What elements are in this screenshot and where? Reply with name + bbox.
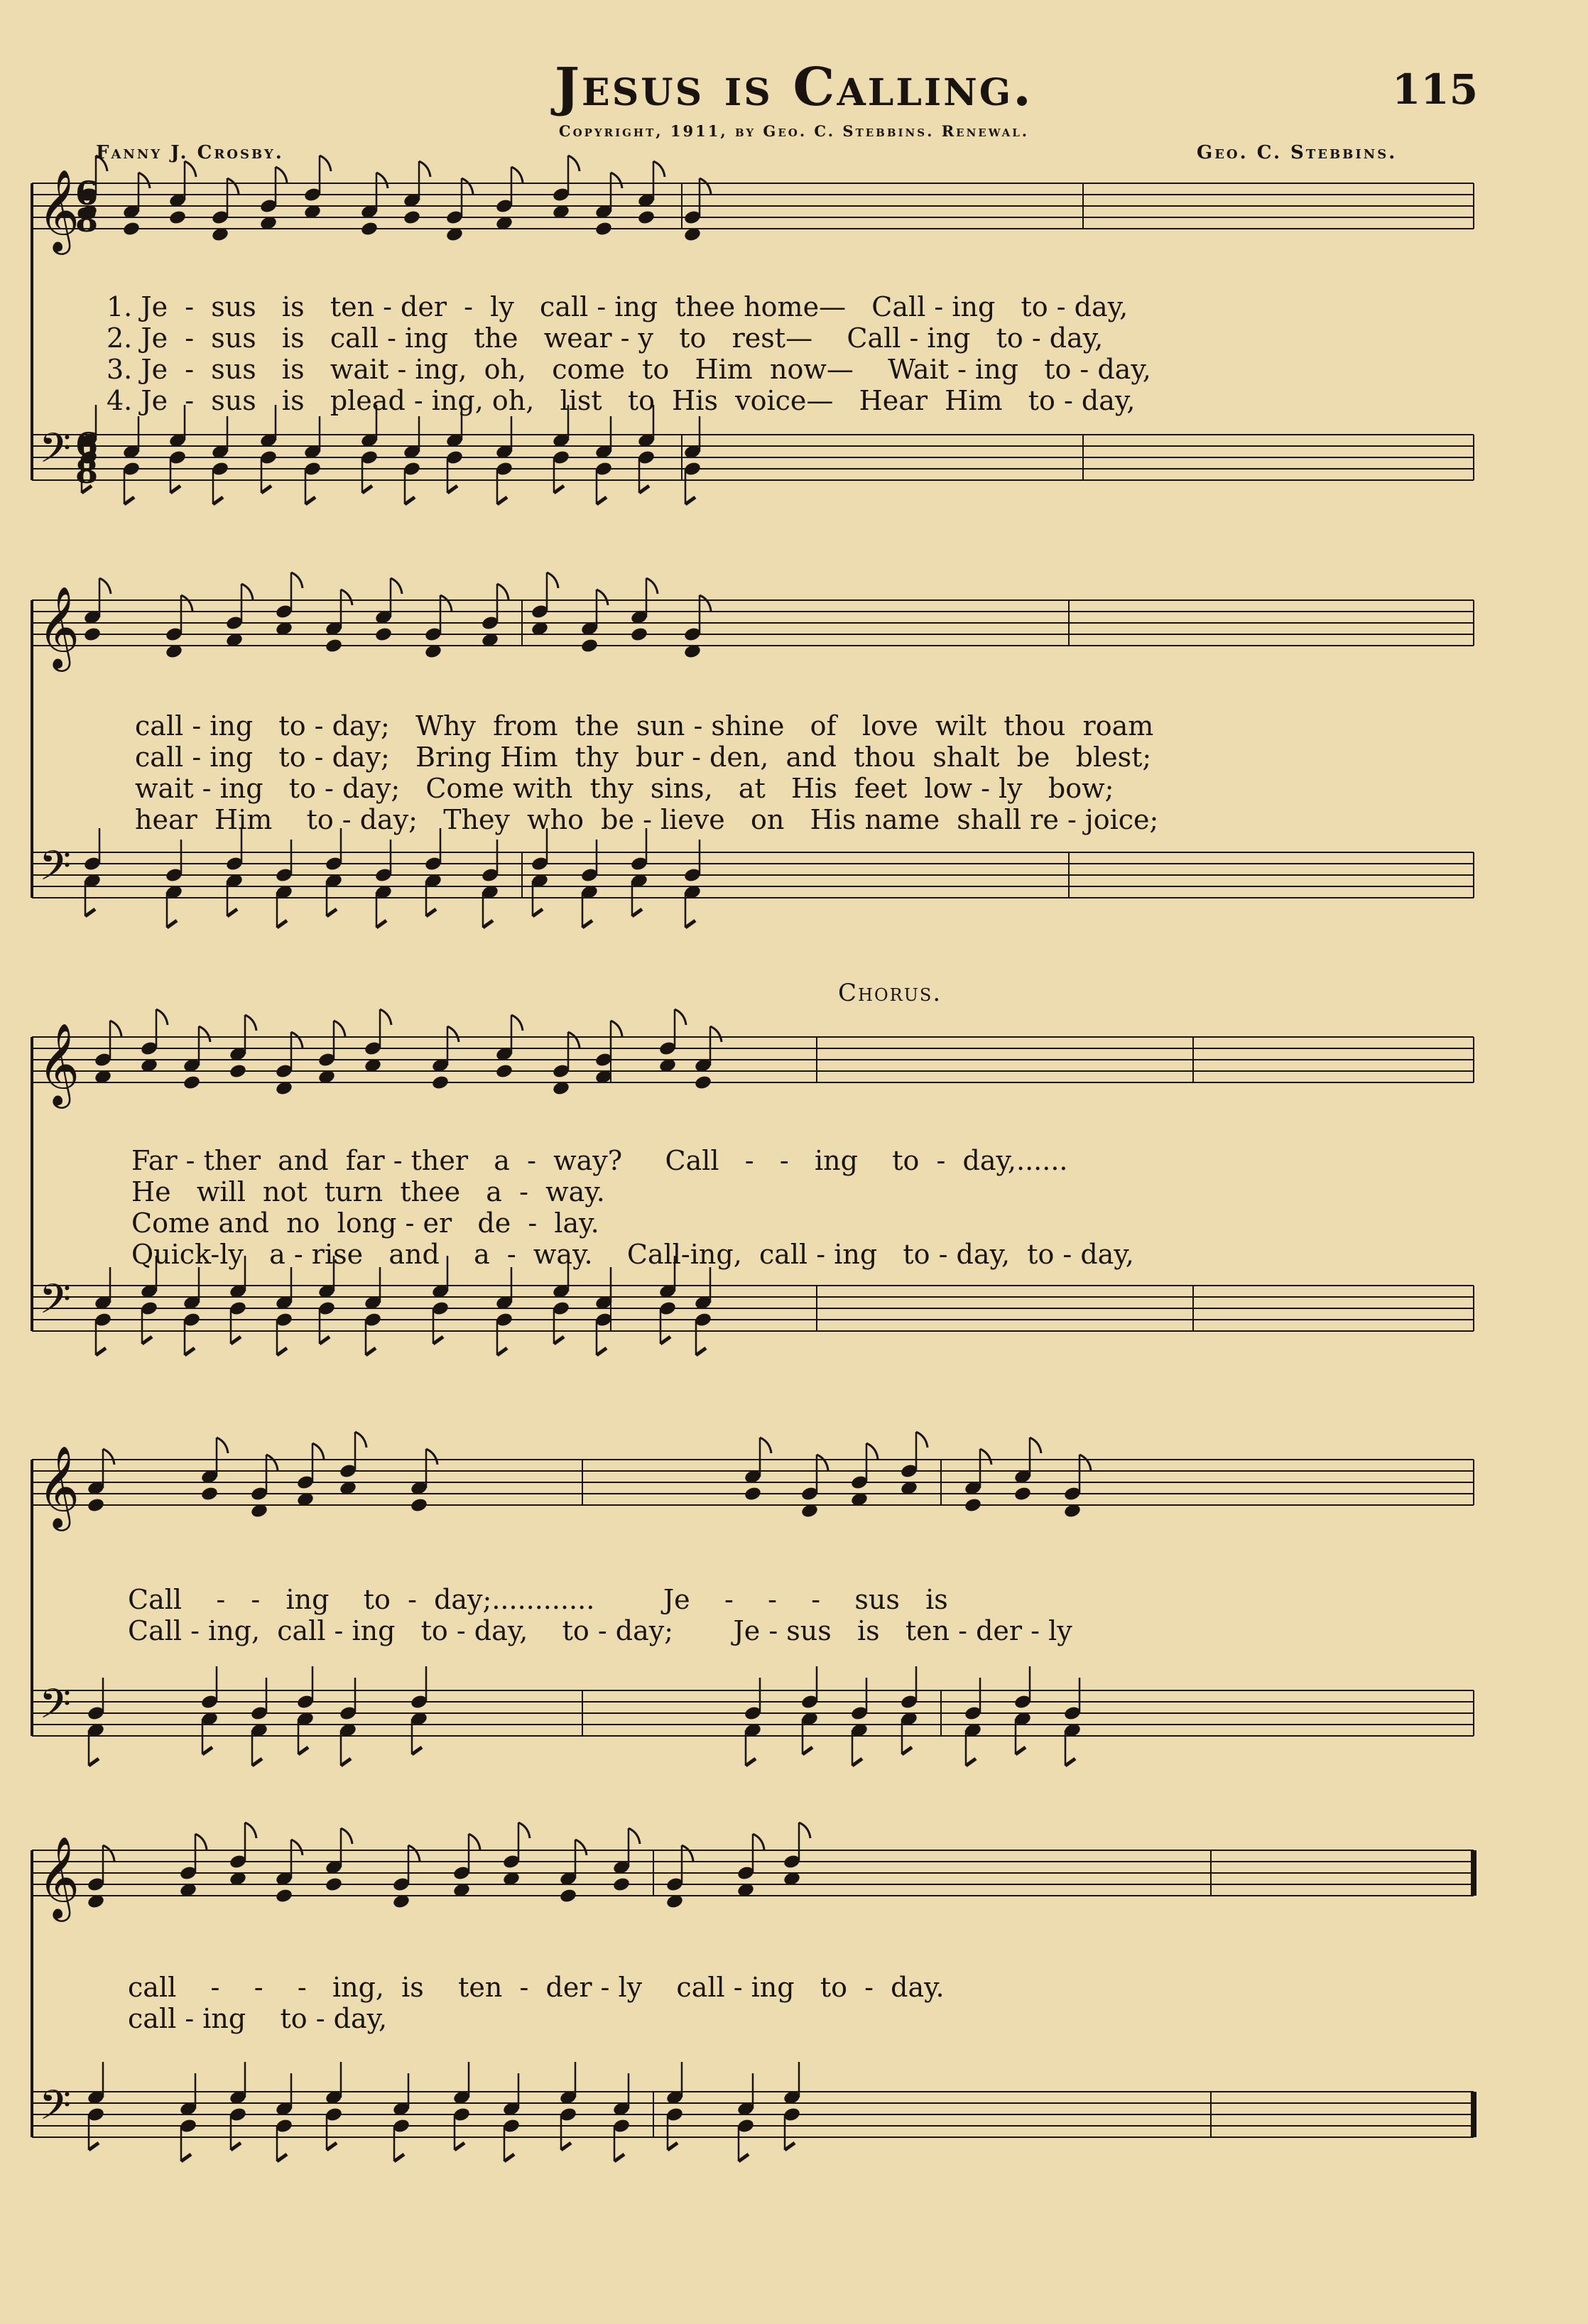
note-flag	[632, 909, 642, 916]
note-flag	[785, 2143, 795, 2150]
note-flag	[266, 1455, 278, 1470]
note-flag	[1065, 1759, 1075, 1766]
note-flag	[245, 1823, 256, 1838]
note-flag	[341, 1759, 351, 1766]
note-flag	[504, 2154, 514, 2161]
note-flag	[261, 486, 271, 493]
note-flag	[568, 156, 580, 171]
lyric-line: call - ing to - day; Bring Him thy bur - den, and thou shalt be blest;	[135, 742, 1152, 773]
note-flag	[110, 1021, 121, 1036]
bass-clef-icon: 𝄢	[39, 1275, 72, 1333]
note-flag	[391, 578, 402, 594]
note-flag	[217, 1438, 228, 1453]
note-flag	[685, 497, 695, 504]
note-head	[83, 626, 102, 643]
treble-clef-icon: 𝄞	[38, 1835, 80, 1918]
note-flag	[199, 1026, 210, 1042]
note-flag	[376, 173, 388, 188]
note-flag	[355, 1432, 366, 1448]
note-head	[580, 638, 599, 654]
bass-clef-icon: 𝄢	[39, 424, 72, 482]
note-flag	[433, 1337, 443, 1344]
note-flag	[312, 1443, 324, 1459]
lyricist-credit: Fanny J. Crosby.	[96, 142, 284, 163]
page-number: 115	[1392, 65, 1479, 114]
note-flag	[554, 1337, 564, 1344]
lyric-line: Call - - ing to - day;............ Je - - - sus is	[128, 1584, 948, 1615]
note-flag	[980, 1449, 991, 1465]
note-flag	[276, 167, 287, 183]
note-flag	[89, 1759, 99, 1766]
note-flag	[753, 1834, 764, 1850]
note-flag	[660, 1337, 670, 1344]
lyric-line: Far - ther and far - ther a - way? Call - - ing to - day,......	[131, 1145, 1068, 1176]
note-flag	[1030, 1438, 1041, 1453]
note-flag	[185, 1348, 195, 1355]
note-head	[168, 210, 187, 226]
note-flag	[327, 909, 337, 916]
note-flag	[455, 2143, 464, 2150]
lyric-line: call - ing to - day; Why from the sun - shine of love wilt thou roam	[135, 710, 1154, 742]
note-flag	[575, 1840, 587, 1855]
lyric-line: wait - ing to - day; Come with thy sins, at His feet low - ly bow;	[135, 773, 1114, 804]
note-flag	[320, 156, 331, 171]
note-flag	[533, 909, 543, 916]
note-flag	[440, 595, 452, 611]
bass-clef-icon: 𝄢	[39, 842, 72, 900]
note-flag	[547, 572, 558, 588]
note-flag	[408, 1845, 420, 1861]
note-head	[559, 1888, 577, 1904]
note-flag	[668, 2143, 678, 2150]
note-flag	[518, 1823, 530, 1838]
note-flag	[320, 1337, 330, 1344]
note-flag	[582, 921, 592, 928]
note-flag	[426, 909, 436, 916]
note-flag	[89, 2143, 99, 2150]
note-flag	[291, 572, 303, 588]
note-flag	[803, 1747, 812, 1754]
note-flag	[181, 595, 192, 611]
note-flag	[231, 1337, 241, 1344]
bass-time-signature-top: 6	[75, 425, 99, 464]
composer-credit: Geo. C. Stebbins.	[1197, 142, 1398, 163]
note-flag	[124, 497, 134, 504]
note-flag	[497, 1348, 507, 1355]
note-head	[325, 638, 343, 654]
note-flag	[902, 1747, 912, 1754]
note-head	[637, 210, 656, 226]
note-flag	[156, 1009, 168, 1025]
note-flag	[305, 497, 315, 504]
note-flag	[96, 1348, 106, 1355]
note-flag	[277, 2154, 287, 2161]
note-flag	[85, 909, 95, 916]
note-flag	[1016, 1747, 1026, 1754]
note-flag	[362, 486, 372, 493]
note-flag	[96, 156, 107, 171]
note-flag	[195, 1834, 207, 1850]
note-head	[325, 1877, 343, 1893]
treble-time-signature-top: 6	[75, 174, 99, 212]
note-flag	[799, 1823, 810, 1838]
note-flag	[1079, 1455, 1091, 1470]
note-flag	[231, 2143, 241, 2150]
note-head	[374, 626, 393, 643]
lyric-line: Call - ing, call - ing to - day, to - day; Je - sus is ten - der - ly	[128, 1615, 1072, 1646]
note-flag	[746, 1759, 756, 1766]
lyric-line: 4. Je - sus is plead - ing, oh, list to His voice— Hear Him to - day,	[107, 385, 1136, 416]
note-flag	[696, 1348, 706, 1355]
note-flag	[366, 1348, 376, 1355]
lyric-line: He will not turn thee a - way.	[131, 1176, 605, 1207]
note-head	[495, 1063, 513, 1080]
note-flag	[916, 1432, 928, 1448]
note-flag	[646, 578, 658, 594]
note-flag	[405, 497, 415, 504]
note-flag	[866, 1443, 878, 1459]
note-flag	[334, 1021, 345, 1036]
lyric-line: hear Him to - day; They who be - lieve on His name shall re - joice;	[135, 804, 1159, 835]
note-flag	[227, 178, 239, 194]
lyric-line: 3. Je - sus is wait - ing, oh, come to Him now— Wait - ing to - day,	[107, 354, 1151, 385]
note-flag	[462, 178, 473, 194]
note-flag	[185, 161, 196, 177]
note-flag	[511, 1015, 523, 1031]
note-head	[630, 626, 648, 643]
treble-clef-icon: 𝄞	[38, 585, 80, 668]
note-flag	[710, 1026, 722, 1042]
note-flag	[597, 590, 608, 605]
bass-time-signature-bottom: 8	[75, 452, 99, 491]
note-flag	[202, 1747, 212, 1754]
note-flag	[614, 2154, 624, 2161]
note-flag	[181, 2154, 191, 2161]
note-flag	[568, 1032, 580, 1048]
note-flag	[138, 173, 150, 188]
note-flag	[966, 1759, 976, 1766]
note-flag	[227, 909, 237, 916]
note-flag	[511, 167, 523, 183]
note-flag	[700, 595, 711, 611]
note-flag	[167, 921, 177, 928]
chorus-label: Chorus.	[838, 979, 942, 1007]
note-head	[594, 221, 613, 237]
lyric-line: call - - - ing, is ten - der - ly call - ing to - day.	[128, 1972, 945, 2003]
note-head	[410, 1497, 428, 1514]
note-flag	[277, 1348, 287, 1355]
note-head	[275, 1888, 293, 1904]
lyric-line: 2. Je - sus is call - ing the wear - y to rest— Call - ing to - day,	[107, 322, 1104, 354]
note-head	[964, 1497, 982, 1514]
note-flag	[760, 1438, 771, 1453]
note-flag	[653, 161, 665, 177]
note-head	[694, 1075, 712, 1091]
note-flag	[252, 1759, 262, 1766]
note-flag	[447, 486, 457, 493]
note-flag	[245, 1015, 256, 1031]
note-head	[360, 221, 379, 237]
note-flag	[412, 1747, 422, 1754]
treble-clef-icon: 𝄞	[38, 1022, 80, 1105]
note-flag	[376, 921, 386, 928]
lyric-line: Quick-ly a - rise and a - way. Call-ing, call - ing to - day, to - day,	[131, 1239, 1134, 1270]
note-flag	[99, 578, 111, 594]
note-flag	[629, 1828, 640, 1844]
note-flag	[103, 1449, 114, 1465]
note-head	[229, 1063, 247, 1080]
lyric-line: Come and no long - er de - lay.	[131, 1207, 599, 1239]
note-flag	[380, 1009, 391, 1025]
treble-clef-icon: 𝄞	[38, 168, 80, 251]
note-flag	[700, 178, 711, 194]
hymn-title: Jesus is Calling.	[555, 57, 1033, 118]
treble-time-signature-bottom: 8	[75, 201, 99, 239]
note-flag	[241, 584, 253, 599]
note-flag	[739, 2154, 749, 2161]
note-flag	[611, 173, 622, 188]
note-flag	[483, 921, 493, 928]
note-flag	[852, 1759, 862, 1766]
note-flag	[419, 161, 430, 177]
note-flag	[170, 486, 180, 493]
copyright-notice: Copyright, 1911, by Geo. C. Stebbins. Renewal.	[558, 122, 1030, 140]
note-head	[122, 221, 141, 237]
note-head	[87, 1497, 105, 1514]
note-head	[200, 1486, 219, 1502]
note-flag	[291, 1032, 303, 1048]
note-flag	[817, 1455, 828, 1470]
note-head	[431, 1075, 450, 1091]
note-flag	[142, 1337, 152, 1344]
note-flag	[497, 497, 507, 504]
note-flag	[426, 1449, 437, 1465]
note-head	[183, 1075, 201, 1091]
note-flag	[103, 1845, 114, 1861]
note-flag	[341, 590, 352, 605]
note-flag	[469, 1834, 480, 1850]
bass-clef-icon: 𝄢	[39, 1680, 72, 1738]
note-flag	[554, 486, 564, 493]
note-flag	[277, 921, 287, 928]
lyric-line: 1. Je - sus is ten - der - ly call - ing thee home— Call - ing to - day,	[107, 291, 1129, 322]
note-head	[612, 1877, 631, 1893]
note-flag	[298, 1747, 308, 1754]
note-flag	[639, 486, 649, 493]
note-flag	[611, 1021, 622, 1036]
note-head	[744, 1486, 762, 1502]
note-flag	[341, 1828, 352, 1844]
note-flag	[675, 1009, 686, 1025]
note-flag	[597, 1348, 607, 1355]
note-flag	[213, 497, 223, 504]
lyric-line: call - ing to - day,	[128, 2003, 388, 2034]
note-head	[403, 210, 421, 226]
note-flag	[447, 1026, 459, 1042]
note-flag	[394, 2154, 404, 2161]
note-flag	[685, 921, 695, 928]
note-head	[1013, 1486, 1032, 1502]
treble-clef-icon: 𝄞	[38, 1445, 80, 1528]
note-flag	[561, 2143, 571, 2150]
note-flag	[291, 1840, 303, 1855]
note-flag	[327, 2143, 337, 2150]
note-flag	[497, 584, 509, 599]
bass-clef-icon: 𝄢	[39, 2081, 72, 2139]
note-flag	[597, 497, 607, 504]
note-flag	[682, 1845, 693, 1861]
